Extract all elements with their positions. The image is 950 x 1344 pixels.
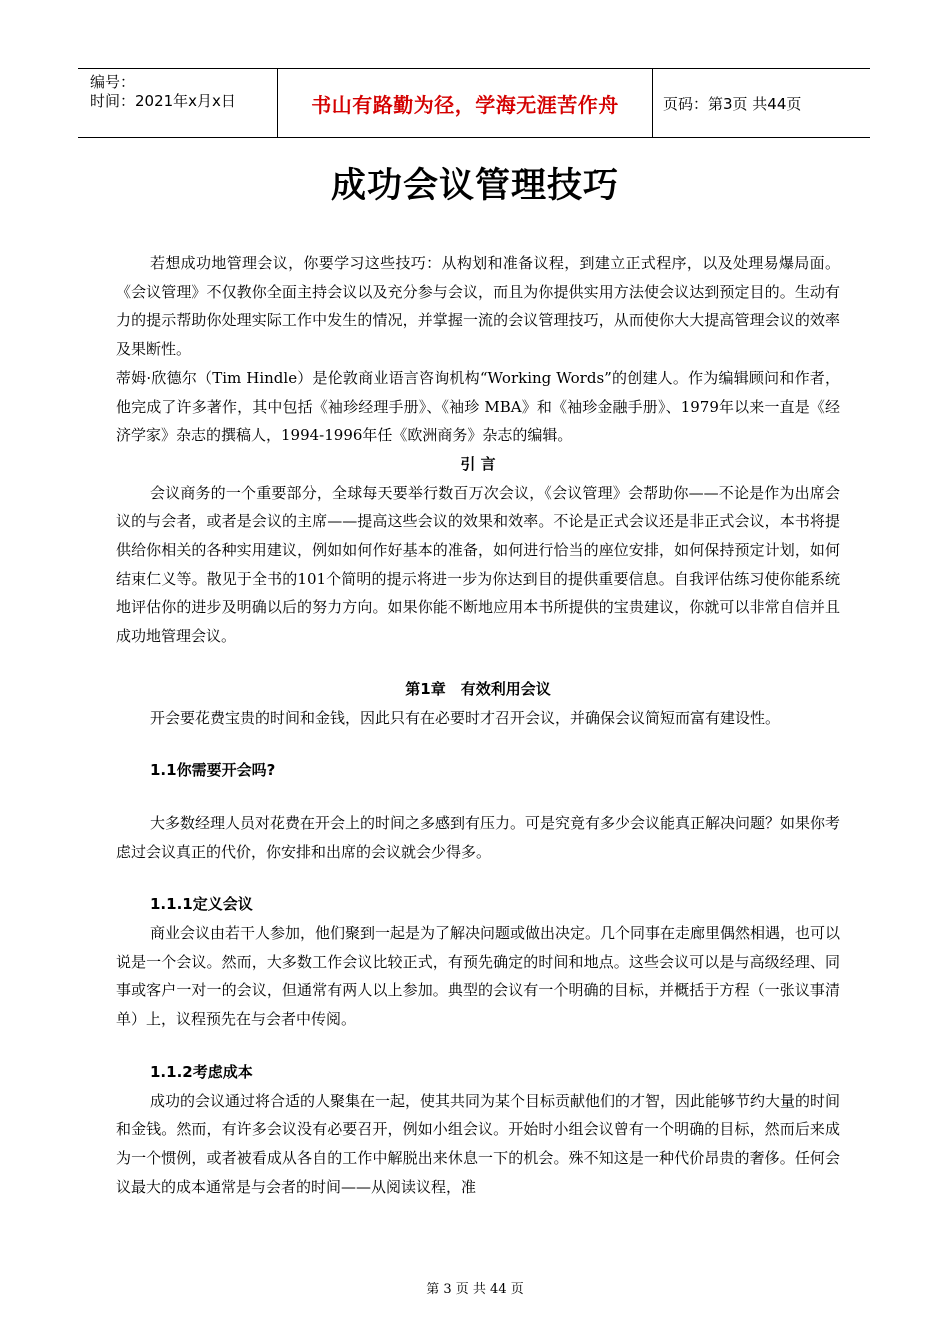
- chapter-paragraph: 开会要花费宝贵的时间和金钱，因此只有在必要时才召开会议，并确保会议简短而富有建设性。: [150, 708, 781, 727]
- page-header: [78, 68, 870, 138]
- author-paragraph: 蒂姆·欣德尔（Tim Hindle）是伦敦商业语言咨询机构“Working Words”的创建人。作为编辑顾问和作者，他完成了许多著作，其中包括《袖珍经理手册》、《袖珍 MBA》和《袖珍金融手册》、1979年以来一直是《经济学家》杂志的撰稿人，1994-1996年任《欧洲商务》杂志的编辑。: [116, 368, 840, 445]
- section-paragraph-1-1-2: 成功的会议通过将合适的人聚集在一起，使其共同为某个目标贡献他们的才智，因此能够节约大量的时间和金钱。然而，有许多会议没有必要召开，例如小组会议。开始时小组会议曾有一个明确的目标，然而后来成为一个惯例，或者被看成从各自的工作中解脱出来休息一下的机会。殊不知这是一种代价昂贵的奢侈。任何会议最大的成本通常是与会者的时间——从阅读议程，准: [116, 1091, 841, 1196]
- section-paragraph-1-1-1: 商业会议由若干人参加，他们聚到一起是为了解决问题或做出决定。几个同事在走廊里偶然相遇，也可以说是一个会议。然而，大多数工作会议比较正式，有预先确定的时间和地点。这些会议可以是与高级经理、同事或客户一对一的会议，但通常有两人以上参加。典型的会议有一个明确的目标，并概括于方程（一张议事清单）上，议程预先在与会者中传阅。: [116, 924, 841, 1029]
- header-motto: 书山有路勤为径，学海无涯苦作舟: [278, 69, 653, 137]
- page-footer: 第 3 页 共 44 页: [426, 1282, 524, 1297]
- document-date: 时间：2021年x月x日: [90, 92, 236, 110]
- section-heading-1-1-1: 1.1.1定义会议: [150, 895, 253, 914]
- chapter-heading: 第1章 有效利用会议: [405, 679, 551, 698]
- preface-paragraph: 会议商务的一个重要部分，全球每天要举行数百万次会议，《会议管理》会帮助你——不论是作为出席会议的与会者，或者是会议的主席——提高这些会议的效果和效率。不论是正式会议还是非正式会议，本书将提供给你相关的各种实用建议，例如如何作好基本的准备，如何进行恰当的座位安排，如何保持预定计划，如何结束仁义等。散见于全书的101个简明的提示将进一步为你达到目的提供重要信息。自我评估练习使你能系统地评估你的进步及明确以后的努力方向。如果你能不断地应用本书所提供的宝贵建议，你就可以非常自信并且成功地管理会议。: [116, 483, 840, 646]
- document-number-label: 编号：: [90, 73, 136, 91]
- document-title: 成功会议管理技巧: [330, 166, 619, 206]
- header-meta: [78, 69, 278, 137]
- section-paragraph-1-1: 大多数经理人员对花费在开会上的时间之多感到有压力。可是究竟有多少会议能真正解决问题？如果你考虑过会议真正的代价，你安排和出席的会议就会少得多。: [116, 813, 841, 861]
- section-heading-1-1: 1.1你需要开会吗?: [150, 761, 276, 780]
- preface-heading: 引 言: [460, 454, 496, 473]
- document-body: [116, 249, 840, 1201]
- intro-paragraph: 若想成功地管理会议，你要学习这些技巧：从构划和准备议程，到建立正式程序，以及处理易爆局面。《会议管理》不仅教你全面主持会议以及充分参与会议，而且为你提供实用方法使会议达到预定目的。生动有力的提示帮助你处理实际工作中发生的情况，并掌握一流的会议管理技巧，从而使你大大提高管理会议的效率及果断性。: [116, 254, 840, 359]
- header-page-info: 页码：第3页 共44页: [663, 94, 802, 113]
- section-heading-1-1-2: 1.1.2考虑成本: [150, 1062, 253, 1081]
